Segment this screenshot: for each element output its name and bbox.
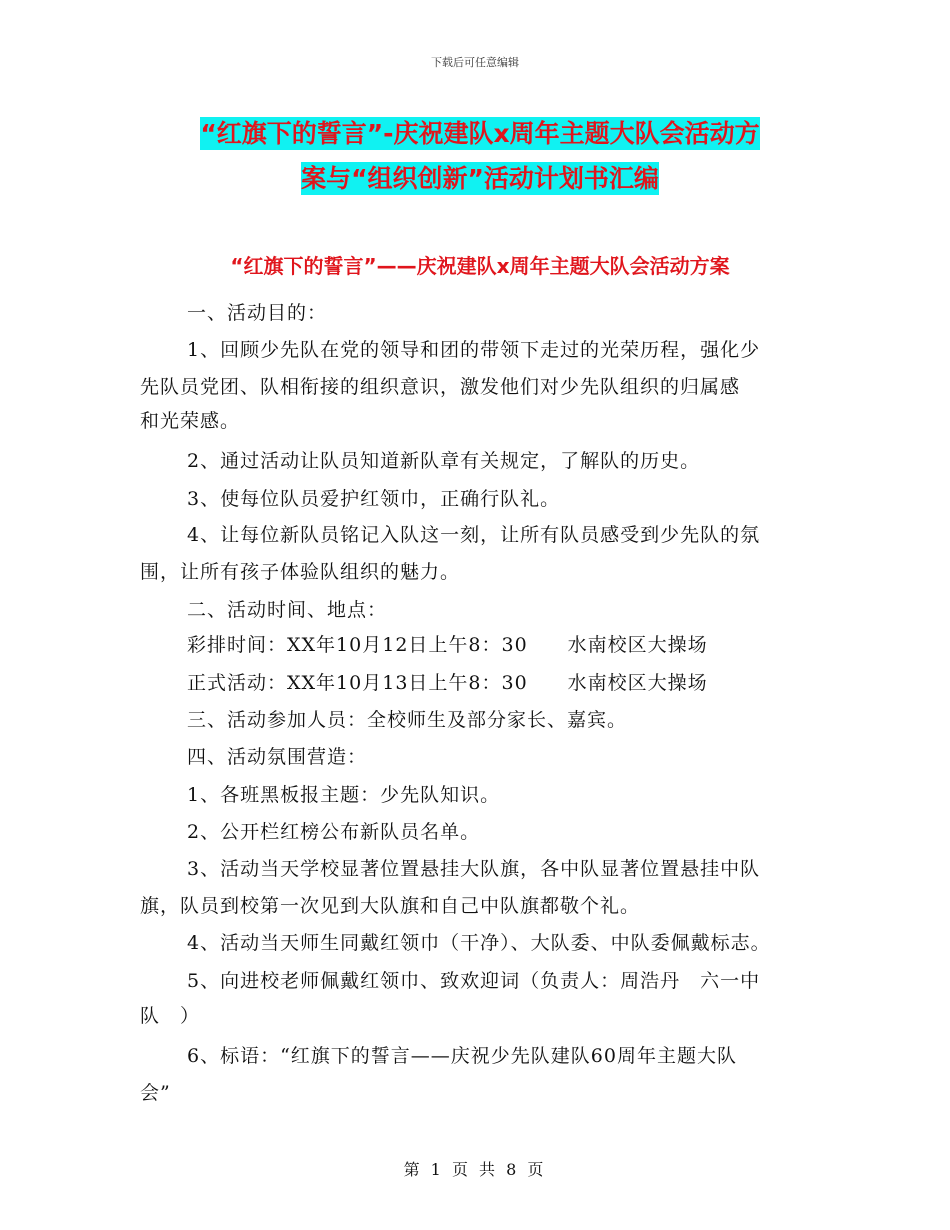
body-line: 1、回顾少先队在党的领导和团的带领下走过的光荣历程，强化少 (187, 339, 761, 361)
body-line: 队 ） (140, 1005, 201, 1027)
body-line: 和光荣感。 (140, 410, 241, 432)
body-line: 1、各班黑板报主题：少先队知识。 (187, 784, 501, 806)
body-line: 3、活动当天学校显著位置悬挂大队旗，各中队显著位置悬挂中队 (187, 858, 761, 880)
body-line: 6、标语：“红旗下的誓言——庆祝少先队建队60周年主题大队 (187, 1045, 737, 1067)
body-line: 围，让所有孩子体验队组织的魅力。 (140, 561, 461, 583)
body-line: 4、活动当天师生同戴红领巾（干净）、大队委、中队委佩戴标志。 (187, 932, 771, 954)
section-title: “红旗下的誓言”——庆祝建队x周年主题大队会活动方案 (230, 254, 730, 278)
body-line: 旗，队员到校第一次见到大队旗和自己中队旗都敬个礼。 (140, 895, 641, 917)
body-line: 4、让每位新队员铭记入队这一刻，让所有队员感受到少先队的氛 (187, 524, 761, 546)
body-line: 四、活动氛围营造： (187, 746, 368, 768)
body-line: 会” (140, 1082, 171, 1104)
body-line: 正式活动：XX年10月13日上午8：30 水南校区大操场 (187, 672, 708, 694)
main-title-text-1: “红旗下的誓言”-庆祝建队x周年主题大队会活动方 (200, 119, 760, 148)
page-footer: 第 1 页 共 8 页 (403, 1160, 547, 1179)
main-title-text-2: 案与“组织创新”活动计划书汇编 (301, 164, 659, 193)
body-line: 先队员党团、队相衔接的组织意识，激发他们对少先队组织的归属感 (140, 376, 741, 398)
body-line: 3、使每位队员爱护红领巾，正确行队礼。 (187, 488, 561, 510)
body-line: 2、公开栏红榜公布新队员名单。 (187, 821, 481, 843)
main-title-line-2 (140, 159, 820, 195)
main-title-line-1 (140, 114, 820, 150)
header-note: 下载后可任意编辑 (431, 56, 519, 69)
body-line: 一、活动目的： (187, 302, 328, 324)
body-line: 二、活动时间、地点： (187, 599, 388, 621)
body-line: 2、通过活动让队员知道新队章有关规定，了解队的历史。 (187, 450, 701, 472)
body-line: 三、活动参加人员：全校师生及部分家长、嘉宾。 (187, 709, 628, 731)
body-line: 彩排时间：XX年10月12日上午8：30 水南校区大操场 (187, 634, 708, 656)
body-line: 5、向进校老师佩戴红领巾、致欢迎词（负责人：周浩丹 六一中 (187, 970, 761, 992)
